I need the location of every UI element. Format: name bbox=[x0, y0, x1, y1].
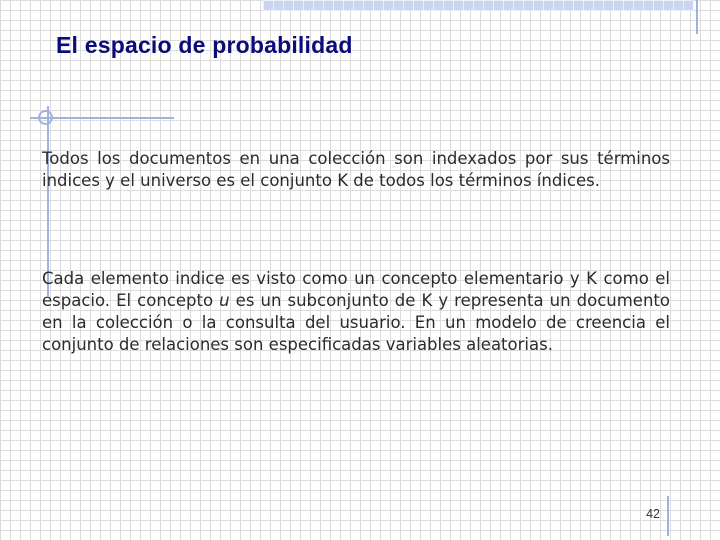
page-number: 42 bbox=[646, 507, 660, 521]
top-decorative-bar bbox=[263, 0, 693, 11]
paragraph-2-emphasis: u bbox=[219, 291, 230, 310]
paragraph-2-text-before: Cada elemento indice es visto como un concepto elementario y K como el espacio. El concepto bbox=[42, 269, 670, 310]
slide-title: El espacio de probabilidad bbox=[56, 32, 353, 58]
paragraph-2-text-after: es un subconjunto de K y representa un documento en la colección o la consulta del usuario. En un modelo de creencia el conjunto de relaciones son especificadas variables aleatorias. bbox=[42, 291, 670, 354]
paragraph-1: Todos los documentos en una colección son indexados por sus términos indices y el universo es el conjunto K de todos los términos índices. bbox=[42, 149, 670, 190]
paragraph-2 bbox=[42, 268, 670, 356]
top-right-decorative-line bbox=[696, 0, 698, 34]
decorative-circle-icon bbox=[38, 110, 53, 125]
page-number-decorative-line bbox=[667, 496, 669, 536]
